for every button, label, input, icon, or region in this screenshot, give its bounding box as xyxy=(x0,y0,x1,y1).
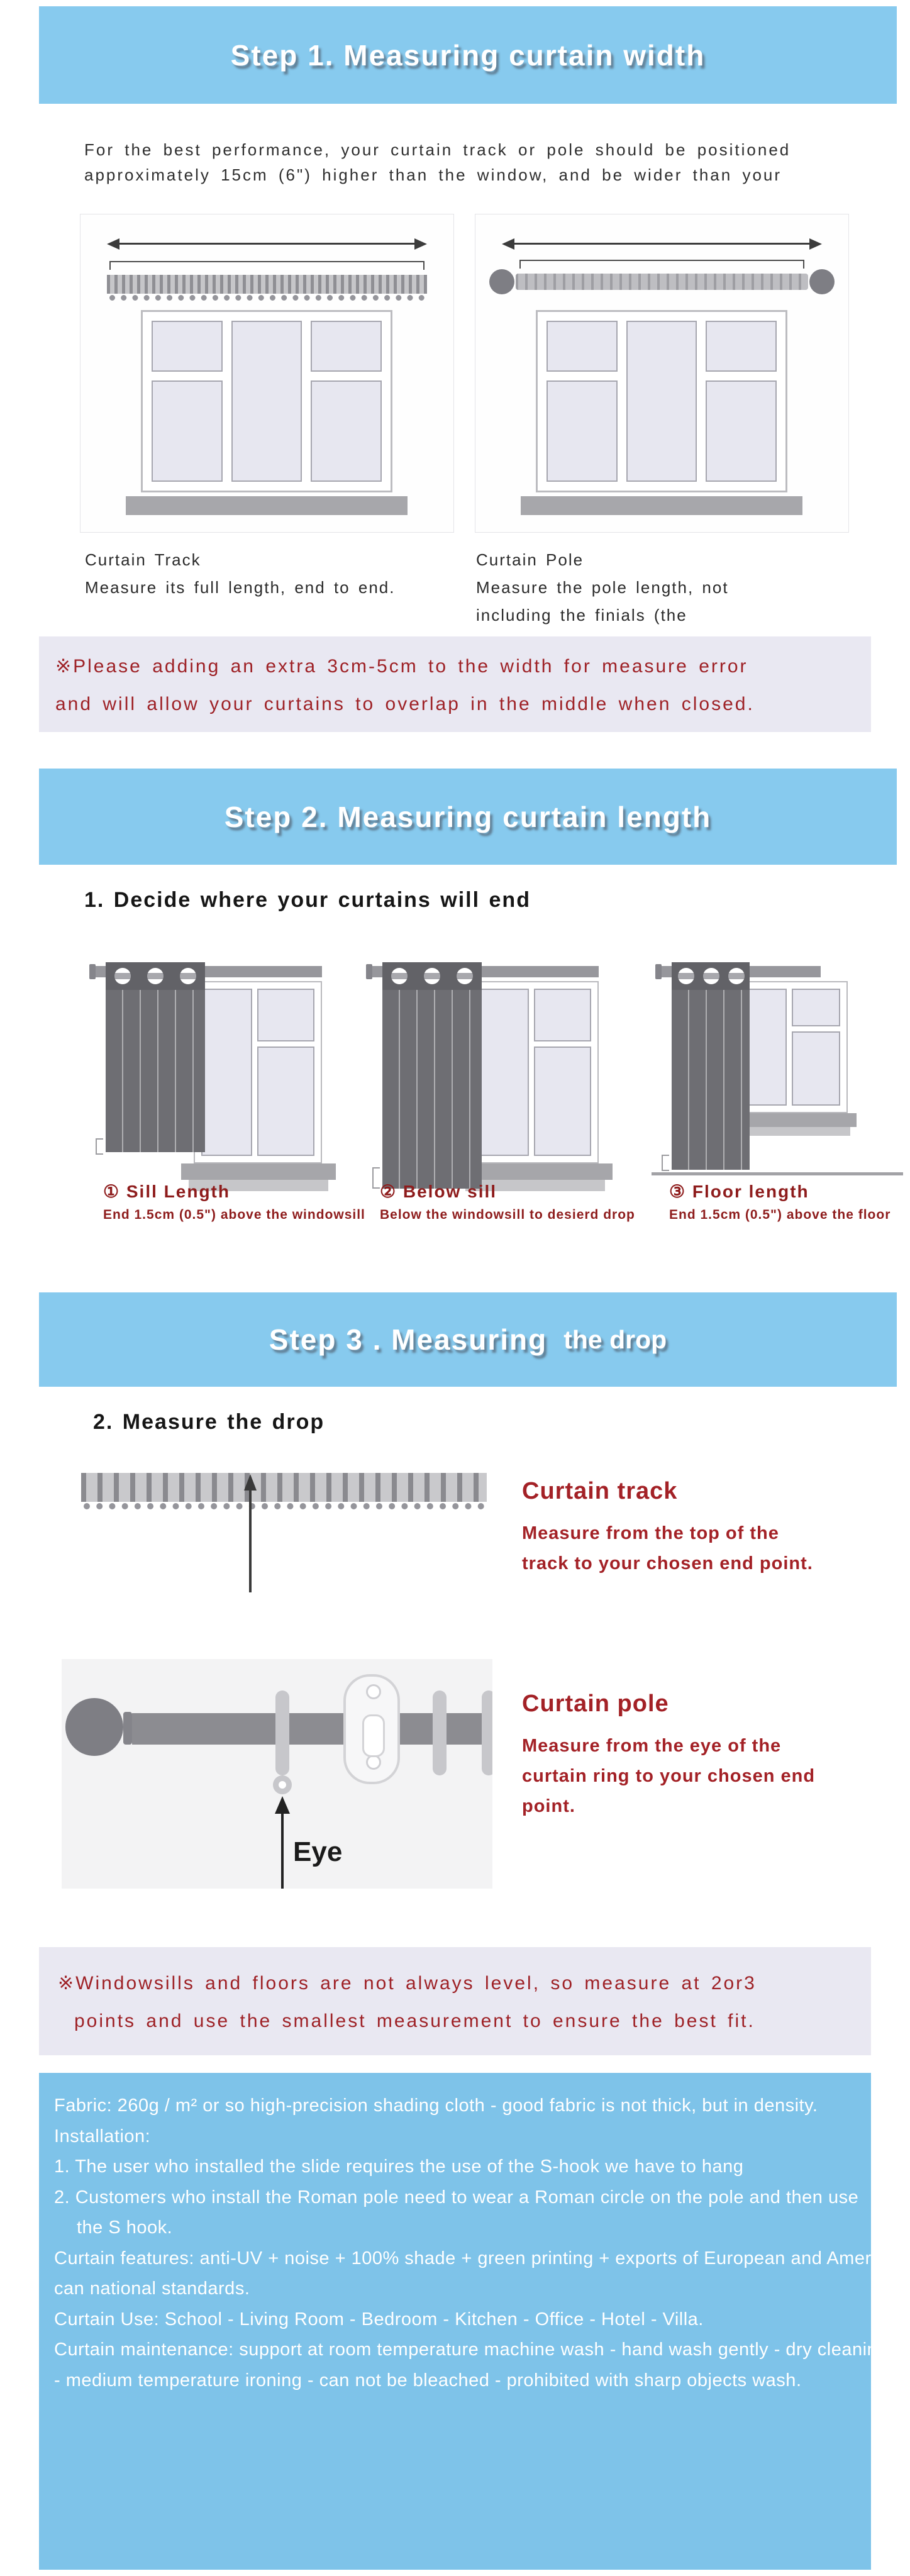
curtain-ring-icon xyxy=(275,1690,289,1775)
window-column xyxy=(534,989,591,1156)
measure-bracket-icon xyxy=(662,1155,669,1171)
step1-banner xyxy=(39,6,897,104)
grommet-icon xyxy=(180,968,196,984)
pole-caption-title: Curtain Pole xyxy=(476,550,584,569)
window-graphic xyxy=(470,981,599,1163)
window-column xyxy=(201,989,252,1156)
curtain-ring-icon xyxy=(482,1690,492,1775)
measure-width-arrow-icon xyxy=(502,238,822,250)
note-line: ※Windowsills and floors are not always level, so measure at 2or3 xyxy=(58,1973,757,1994)
window-pane xyxy=(311,380,382,482)
curtain-graphic xyxy=(382,962,482,1189)
window-graphic xyxy=(741,981,848,1113)
below-sill-diagram xyxy=(371,960,635,1236)
step2-banner-title: Step 2. Measuring curtain length xyxy=(224,800,712,833)
track-section-title: Curtain track xyxy=(522,1478,678,1504)
diagram-label: ③ Floor length xyxy=(669,1182,809,1201)
step3-banner-subtitle: the drop xyxy=(563,1324,667,1354)
arrow-right-head-icon xyxy=(414,238,427,250)
window-column xyxy=(626,321,697,482)
grommet-icon xyxy=(147,968,164,984)
pole-cap-icon xyxy=(366,964,372,979)
window-column xyxy=(478,989,529,1156)
windowsill-graphic xyxy=(181,1163,336,1180)
info-line: Fabric: 260g / m² or so high-precision shading cloth - good fabric is not thick, but in density. xyxy=(54,2096,818,2116)
track-glider-loops xyxy=(109,295,424,301)
window-pane xyxy=(534,989,591,1041)
window-pane xyxy=(626,321,697,482)
curtain-track-card xyxy=(80,214,454,533)
up-arrow-icon xyxy=(275,1796,290,1814)
curtain-track-graphic xyxy=(81,1473,487,1502)
screw-hole-icon xyxy=(366,1684,381,1699)
diagram-caption: End 1.5cm (0.5") above the floor xyxy=(669,1208,891,1222)
diagram-caption: End 1.5cm (0.5") above the windowsill xyxy=(103,1208,365,1222)
curtain-header-band xyxy=(672,962,750,990)
windowsill-graphic xyxy=(731,1113,857,1127)
info-line: can national standards. xyxy=(54,2279,250,2299)
bracket-slot xyxy=(362,1714,385,1757)
info-line: the S hook. xyxy=(77,2218,173,2238)
note-line: and will allow your curtains to overlap in the middle when closed. xyxy=(55,694,755,714)
up-arrow-line xyxy=(281,1813,284,1889)
windowsill-graphic xyxy=(126,496,408,515)
step3-heading: 2. Measure the drop xyxy=(93,1410,325,1434)
pole-caption-line: Measure the pole length, not xyxy=(476,578,729,597)
grommet-icon xyxy=(678,968,694,984)
pole-text-line: curtain ring to your chosen end xyxy=(522,1766,816,1786)
pole-section-text xyxy=(522,1731,815,1821)
window-pane xyxy=(547,321,618,372)
curtain-body xyxy=(672,990,750,1170)
diagram-label: ② Below sill xyxy=(380,1182,497,1201)
curtain-graphic xyxy=(106,962,205,1152)
product-info-panel xyxy=(39,2073,888,2570)
curtain-body xyxy=(106,990,205,1152)
pole-text-line: Measure from the eye of the xyxy=(522,1736,782,1756)
up-arrow-line xyxy=(249,1489,252,1592)
arrow-right-head-icon xyxy=(809,238,822,250)
track-section-text xyxy=(522,1518,813,1579)
window-pane xyxy=(478,989,529,1156)
window-pane xyxy=(152,321,223,372)
window-column xyxy=(792,989,840,1106)
track-glider-loops xyxy=(84,1503,484,1509)
info-line: 2. Customers who install the Roman pole need to wear a Roman circle on the pole and then use xyxy=(54,2187,859,2207)
floor-line xyxy=(652,1172,903,1175)
track-length-bracket xyxy=(109,261,424,270)
grommet-icon xyxy=(114,968,131,984)
step2-banner xyxy=(39,769,897,865)
info-line: Curtain Use: School - Living Room - Bedroom - Kitchen - Office - Hotel - Villa. xyxy=(54,2309,704,2329)
intro-line-1: For the best performance, your curtain track or pole should be positioned xyxy=(84,140,791,159)
note-line: ※Please adding an extra 3cm-5cm to the width for measure error xyxy=(55,656,748,677)
window-column xyxy=(257,989,314,1156)
finial-left-icon xyxy=(489,269,514,294)
curtain-graphic xyxy=(672,962,750,1170)
measure-width-arrow-icon xyxy=(107,238,427,250)
drop-note-box xyxy=(39,1947,871,2055)
curtain-header-band xyxy=(106,962,205,990)
window-graphic xyxy=(536,310,787,492)
curtain-body xyxy=(382,990,482,1189)
window-pane xyxy=(201,989,252,1156)
window-pane xyxy=(257,1046,314,1156)
track-caption-line: Measure its full length, end to end. xyxy=(85,578,396,597)
track-text-line: Measure from the top of the xyxy=(522,1523,779,1543)
info-line: Installation: xyxy=(54,2126,151,2146)
window-column xyxy=(231,321,302,482)
grommet-icon xyxy=(424,968,440,984)
window-pane xyxy=(748,989,787,1106)
pole-caption xyxy=(476,546,729,629)
window-pane xyxy=(792,989,840,1026)
finial-neck xyxy=(123,1712,132,1745)
info-line: Curtain features: anti-UV + noise + 100% shade + green printing + exports of European and Ameri- xyxy=(54,2248,882,2268)
window-column xyxy=(706,321,777,482)
floor-length-diagram xyxy=(660,960,896,1236)
window-pane xyxy=(257,989,314,1041)
measure-bracket-icon xyxy=(372,1167,380,1189)
step2-heading: 1. Decide where your curtains will end xyxy=(84,888,531,912)
eye-label: Eye xyxy=(293,1836,343,1867)
window-pane xyxy=(547,380,618,482)
window-pane xyxy=(706,321,777,372)
pole-length-bracket xyxy=(519,260,804,269)
pole-caption-line: including the finials (the xyxy=(476,606,687,625)
note-line: points and use the smallest measurement to ensure the best fit. xyxy=(74,2011,755,2031)
window-column xyxy=(311,321,382,482)
diagram-label: ① Sill Length xyxy=(103,1182,230,1201)
eye-ring-icon xyxy=(273,1775,292,1794)
window-pane xyxy=(706,380,777,482)
track-text-line: track to your chosen end point. xyxy=(522,1553,813,1574)
pole-section-title: Curtain pole xyxy=(522,1690,669,1717)
step1-banner-title: Step 1. Measuring curtain width xyxy=(230,38,706,72)
curtain-pole-photo xyxy=(62,1659,492,1889)
measure-bracket-icon xyxy=(96,1138,103,1155)
track-caption xyxy=(85,546,395,601)
grommet-icon xyxy=(703,968,719,984)
grommet-icon xyxy=(391,968,408,984)
info-line: Curtain maintenance: support at room temperature machine wash - hand wash gently - dry cleaning xyxy=(54,2340,888,2360)
curtain-pole-graphic xyxy=(516,274,808,290)
diagram-caption: Below the windowsill to desierd drop xyxy=(380,1208,635,1222)
step3-banner xyxy=(39,1292,897,1387)
windowsill-graphic xyxy=(521,496,802,515)
window-column xyxy=(748,989,787,1106)
info-line: 1. The user who installed the slide requires the use of the S-hook we have to hang xyxy=(54,2157,744,2177)
curtain-pole-card xyxy=(475,214,849,533)
pole-cap-icon xyxy=(89,964,96,979)
grommet-icon xyxy=(728,968,745,984)
intro-text xyxy=(84,137,791,187)
windowsill-shadow xyxy=(737,1127,850,1136)
pole-text-line: point. xyxy=(522,1796,575,1816)
arrow-line xyxy=(508,243,816,245)
step3-banner-title: Step 3 . Measuring xyxy=(269,1323,548,1356)
track-caption-title: Curtain Track xyxy=(85,550,201,569)
window-pane xyxy=(311,321,382,372)
sill-length-diagram xyxy=(94,960,365,1236)
window-pane xyxy=(792,1031,840,1106)
finial-icon xyxy=(65,1698,123,1756)
window-graphic xyxy=(194,981,322,1163)
pole-cap-icon xyxy=(655,964,662,979)
info-line: - medium temperature ironing - can not be bleached - prohibited with sharp objects wash. xyxy=(54,2370,802,2390)
intro-line-2: approximately 15cm (6") higher than the window, and be wider than your xyxy=(84,165,782,184)
window-column xyxy=(152,321,223,482)
width-note-box xyxy=(39,636,871,732)
window-pane xyxy=(534,1046,591,1156)
curtain-track-graphic xyxy=(107,275,427,294)
arrow-line xyxy=(113,243,421,245)
curtain-ring-icon xyxy=(433,1690,447,1775)
window-column xyxy=(547,321,618,482)
finial-right-icon xyxy=(809,269,835,294)
window-pane xyxy=(231,321,302,482)
grommet-icon xyxy=(457,968,473,984)
window-pane xyxy=(152,380,223,482)
window-graphic xyxy=(141,310,392,492)
curtain-header-band xyxy=(382,962,482,990)
up-arrow-icon xyxy=(244,1474,257,1491)
